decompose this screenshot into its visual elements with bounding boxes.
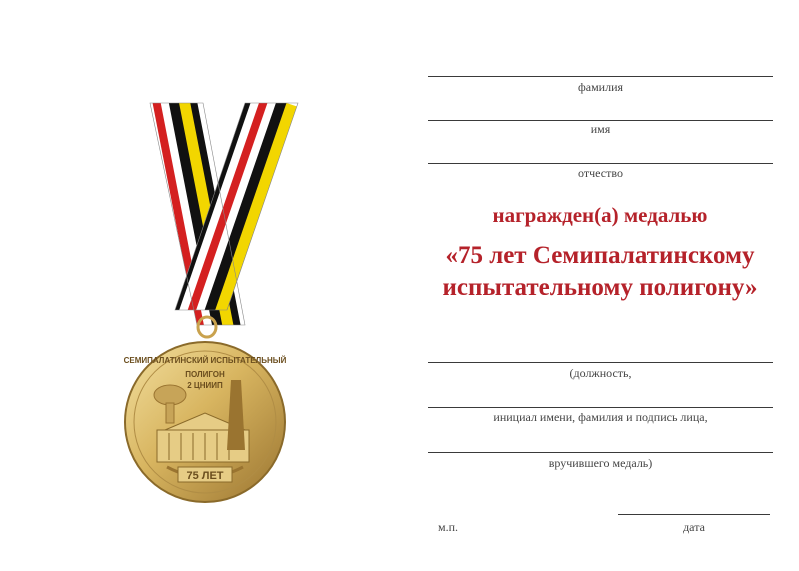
medal-inscription-top: СЕМИПАЛАТИНСКИЙ ИСПЫТАТЕЛЬНЫЙ bbox=[123, 356, 287, 365]
position-line[interactable] bbox=[428, 362, 773, 363]
medal-svg bbox=[95, 95, 315, 515]
medal-title bbox=[400, 240, 799, 304]
date-line[interactable] bbox=[618, 514, 770, 515]
medal-inscription-bottom: 75 ЛЕТ bbox=[186, 470, 224, 482]
presenter-line[interactable] bbox=[428, 452, 773, 453]
signature-label: инициал имени, фамилия и подпись лица, bbox=[493, 410, 708, 424]
name-label: имя bbox=[590, 122, 611, 136]
date-label: дата bbox=[683, 520, 705, 534]
medal-title-line2: испытательному полигону» bbox=[442, 274, 758, 301]
medal-title-line1: «75 лет Семипалатинскому bbox=[445, 242, 755, 269]
medal-inscription-inner2: 2 ЦНИИП bbox=[187, 381, 223, 390]
surname-label: фамилия bbox=[577, 80, 624, 94]
name-line[interactable] bbox=[428, 120, 773, 121]
signature-line[interactable] bbox=[428, 407, 773, 408]
position-label: (должность, bbox=[569, 366, 632, 380]
seal-label: м.п. bbox=[437, 520, 458, 534]
medal-inscription-inner1: ПОЛИГОН bbox=[185, 370, 225, 379]
surname-line[interactable] bbox=[428, 76, 773, 77]
presenter-label: вручившего медаль) bbox=[548, 456, 653, 470]
patronymic-label: отчество bbox=[578, 166, 623, 180]
patronymic-line[interactable] bbox=[428, 163, 773, 164]
mushroom-cloud-icon bbox=[154, 385, 186, 405]
awarded-heading: награжден(а) медалью bbox=[492, 203, 708, 227]
medal-illustration bbox=[95, 95, 315, 515]
